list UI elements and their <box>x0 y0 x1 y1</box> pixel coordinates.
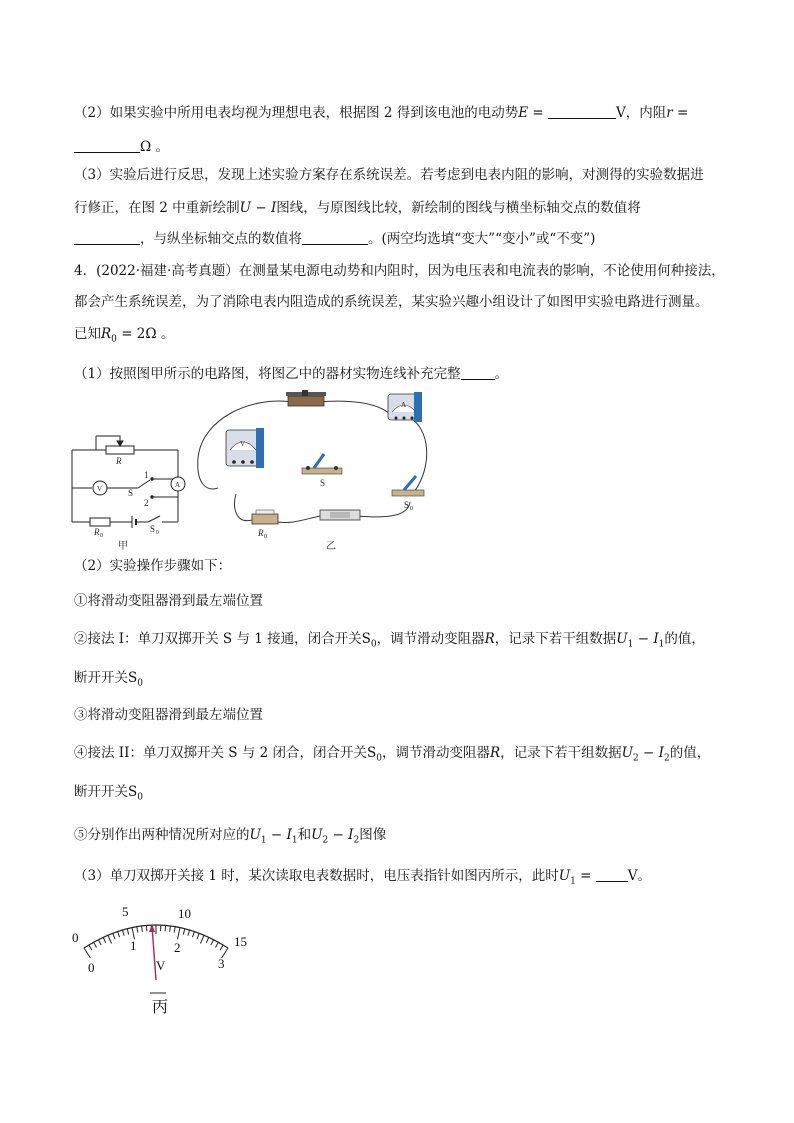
text: ，调节滑动变阻器 <box>376 631 485 647</box>
q2-resistance-line <box>74 137 169 157</box>
text: ⑤分别作出两种情况所对应的 <box>74 827 250 843</box>
text: − <box>633 631 654 647</box>
i-symbol: I <box>286 827 292 843</box>
dial-tick <box>108 935 112 943</box>
text: 图线，与原图线比较，新绘制的图线与横坐标轴交点的数值将 <box>276 200 641 216</box>
dial-tick <box>89 945 92 950</box>
q3-text-line-2 <box>74 198 641 218</box>
i-symbol: I <box>658 745 664 761</box>
text: ③将滑动变阻器滑到最左端位置 <box>74 707 263 723</box>
u-symbol: U <box>558 868 571 884</box>
text: 4．(2022·福建·高考真题）在测量某电源电动势和内阻时，因为电压表和电流表的影响，不论使用何种接法， <box>74 263 725 279</box>
text: 断开开关S <box>74 784 138 800</box>
subscript: 1 <box>291 835 298 846</box>
text: ，与纵坐标轴交点的数值将 <box>140 231 302 247</box>
voltmeter-device <box>226 428 264 468</box>
dial-tick <box>146 925 147 931</box>
text: ，记录下若干组数据 <box>494 631 617 647</box>
label-s0: S <box>404 500 410 510</box>
step-4-line <box>74 743 710 769</box>
dial-unit-v: V <box>156 958 166 973</box>
u-symbol: U <box>249 827 261 843</box>
u-symbol: U <box>311 827 323 843</box>
text: 。 <box>494 366 509 382</box>
q4-intro-line-2 <box>74 292 709 312</box>
resistance-symbol: r <box>666 105 673 121</box>
text: = <box>575 868 596 884</box>
text: （2）如果实验中所用电表均视为理想电表，根据图 2 得到该电池的电动势 <box>74 105 519 121</box>
dial-tick <box>192 932 194 938</box>
figure-caption-bing: 丙 <box>152 999 169 1016</box>
bottom-scale-2: 2 <box>174 940 181 955</box>
top-scale-15: 15 <box>234 934 247 949</box>
label-s: S <box>320 478 326 488</box>
text: 。(两空均选填“变大”“变小”或“不变”) <box>368 231 596 247</box>
text: （2）实验操作步骤如下： <box>74 558 232 574</box>
text: ，记录下若干组数据 <box>500 745 622 761</box>
dial-tick <box>220 945 223 950</box>
dial-tick <box>94 942 97 947</box>
subscript: 1 <box>627 639 634 650</box>
top-scale-10: 10 <box>178 906 191 921</box>
label-r0: R <box>94 527 100 537</box>
label-terminal-2: 2 <box>144 498 149 508</box>
text: − <box>328 827 349 843</box>
q4-part1-line <box>74 364 508 384</box>
dial-tick <box>122 930 124 936</box>
label-r0: R <box>258 528 264 538</box>
dial-tick <box>178 928 180 940</box>
dial-tick <box>142 926 143 932</box>
text: = <box>672 105 689 121</box>
ammeter-symbol: A <box>401 401 407 409</box>
u-symbol: U <box>616 631 628 647</box>
q3-blank-line <box>74 229 595 249</box>
dial-tick <box>98 940 101 945</box>
subscript: 1 <box>658 639 665 650</box>
text: − <box>638 745 659 761</box>
text: 行修正，在图 2 中重新绘制 <box>74 200 240 216</box>
top-scale-0: 0 <box>72 930 79 945</box>
answer-blank-x-intercept[interactable] <box>74 230 140 245</box>
text: V。 <box>627 868 652 884</box>
answer-blank-u1[interactable] <box>596 867 628 882</box>
step-2-line <box>74 629 705 655</box>
subscript: 0 <box>410 506 413 512</box>
answer-blank-emf[interactable] <box>548 104 616 119</box>
dial-tick <box>137 927 138 933</box>
subscript: 0 <box>264 534 267 540</box>
subscript: 0 <box>137 678 143 689</box>
text: 已知 <box>74 326 101 342</box>
text: ①将滑动变阻器滑到最左端位置 <box>74 593 263 609</box>
text: 和 <box>297 827 312 843</box>
q3-text-line <box>74 165 704 185</box>
text: （3）实验后进行反思，发现上述实验方案存在系统误差。若考虑到电表内阻的影响，对测得的实验数据进 <box>74 167 704 183</box>
dial-tick <box>206 937 209 942</box>
subscript: 2 <box>353 835 360 846</box>
q4-known-line <box>74 324 174 350</box>
dial-tick <box>113 933 115 939</box>
text: 的值， <box>664 631 705 647</box>
dial-tick <box>211 940 214 945</box>
text: 图像 <box>359 827 387 843</box>
text: 断开开关S <box>74 670 138 686</box>
text: = <box>528 105 549 121</box>
r-symbol: R <box>489 745 501 761</box>
voltmeter-symbol: V <box>240 440 246 448</box>
dial-tick <box>165 925 166 931</box>
label-s: S <box>128 488 134 498</box>
step-2-end-line <box>74 668 143 694</box>
text: − <box>266 827 287 843</box>
dial-tick <box>200 935 204 943</box>
i-symbol: I <box>653 631 659 647</box>
step-3-line <box>74 705 263 725</box>
battery-device <box>320 510 360 520</box>
text: 都会产生系统误差，为了消除电表内阻造成的系统误差，某实验兴趣小组设计了如图甲实验电路进行测量。 <box>74 294 709 310</box>
dial-tick <box>197 933 199 939</box>
step-4-end-line <box>74 782 143 808</box>
label-s0: S <box>150 524 156 534</box>
step-1-line <box>74 591 263 611</box>
subscript: 2 <box>664 753 670 764</box>
u-symbol: U <box>621 745 634 761</box>
dial-tick <box>174 927 175 933</box>
text: （1）按照图甲所示的电路图，将图乙中的器材实物连线补充完整 <box>74 366 461 382</box>
ui-symbol: U − I <box>239 200 277 216</box>
q2-emf-line <box>74 103 688 123</box>
figure-caption-yi: 乙 <box>326 541 336 552</box>
text: Ω 。 <box>140 139 169 155</box>
answer-blank-resistance[interactable] <box>74 138 140 153</box>
label-r: R <box>116 456 122 466</box>
subscript: 0 <box>100 533 103 539</box>
label-terminal-1: 1 <box>144 470 149 480</box>
q4-intro-line <box>74 261 725 281</box>
text: 的值， <box>669 745 711 761</box>
dial-tick <box>127 929 128 935</box>
emf-symbol: E <box>518 105 529 121</box>
resistor-r0-device <box>252 510 278 524</box>
i-symbol: I <box>348 827 354 843</box>
r0-symbol: R <box>101 326 112 342</box>
bottom-scale-3: 3 <box>218 956 225 971</box>
answer-blank-y-intercept[interactable] <box>302 230 368 245</box>
r-symbol: R <box>484 631 495 647</box>
dial-tick <box>103 937 106 942</box>
voltmeter-dial-bing <box>66 896 266 1026</box>
subscript: 0 <box>111 334 117 345</box>
dial-tick <box>215 942 218 947</box>
ammeter-symbol: A <box>175 481 181 489</box>
answer-blank-wiring[interactable] <box>461 365 495 380</box>
dial-tick <box>84 948 90 958</box>
subscript: 0 <box>370 639 377 650</box>
text: V，内阻 <box>616 105 667 121</box>
dial-tick <box>188 930 190 936</box>
subscript: 0 <box>156 530 159 536</box>
q4-part2-line <box>74 556 231 576</box>
bottom-scale-0: 0 <box>88 960 95 975</box>
dial-tick <box>183 929 184 935</box>
text: （3）单刀双掷开关接 1 时，某次读取电表数据时，电压表指针如图丙所示，此时 <box>74 868 559 884</box>
text: ，调节滑动变阻器 <box>381 745 490 761</box>
subscript: 2 <box>633 753 639 764</box>
figure-caption-jia: 甲 <box>118 541 128 552</box>
switch-s0-device <box>392 476 424 496</box>
subscript: 0 <box>137 792 143 803</box>
bottom-scale-1: 1 <box>130 938 137 953</box>
circuit-diagram-jia <box>66 428 196 553</box>
top-scale-5: 5 <box>122 904 129 919</box>
subscript: 2 <box>322 835 329 846</box>
text: = 2Ω 。 <box>116 326 175 342</box>
step-5-line <box>74 825 386 851</box>
text: ②接法 I：单刀双掷开关 S 与 1 接通，闭合开关S <box>74 631 371 647</box>
subscript: 1 <box>260 835 267 846</box>
q4-part3-line <box>74 866 651 892</box>
switch-s-device <box>302 454 342 474</box>
dial-tick <box>170 926 171 932</box>
apparatus-diagram-yi <box>192 388 442 553</box>
text: ④接法 II：单刀双掷开关 S 与 2 闭合，闭合开关S <box>74 745 377 761</box>
subscript: 0 <box>376 753 382 764</box>
rheostat-device <box>286 390 326 406</box>
dial-tick <box>118 932 120 938</box>
subscript: 1 <box>570 876 576 887</box>
voltmeter-symbol: V <box>97 485 103 493</box>
